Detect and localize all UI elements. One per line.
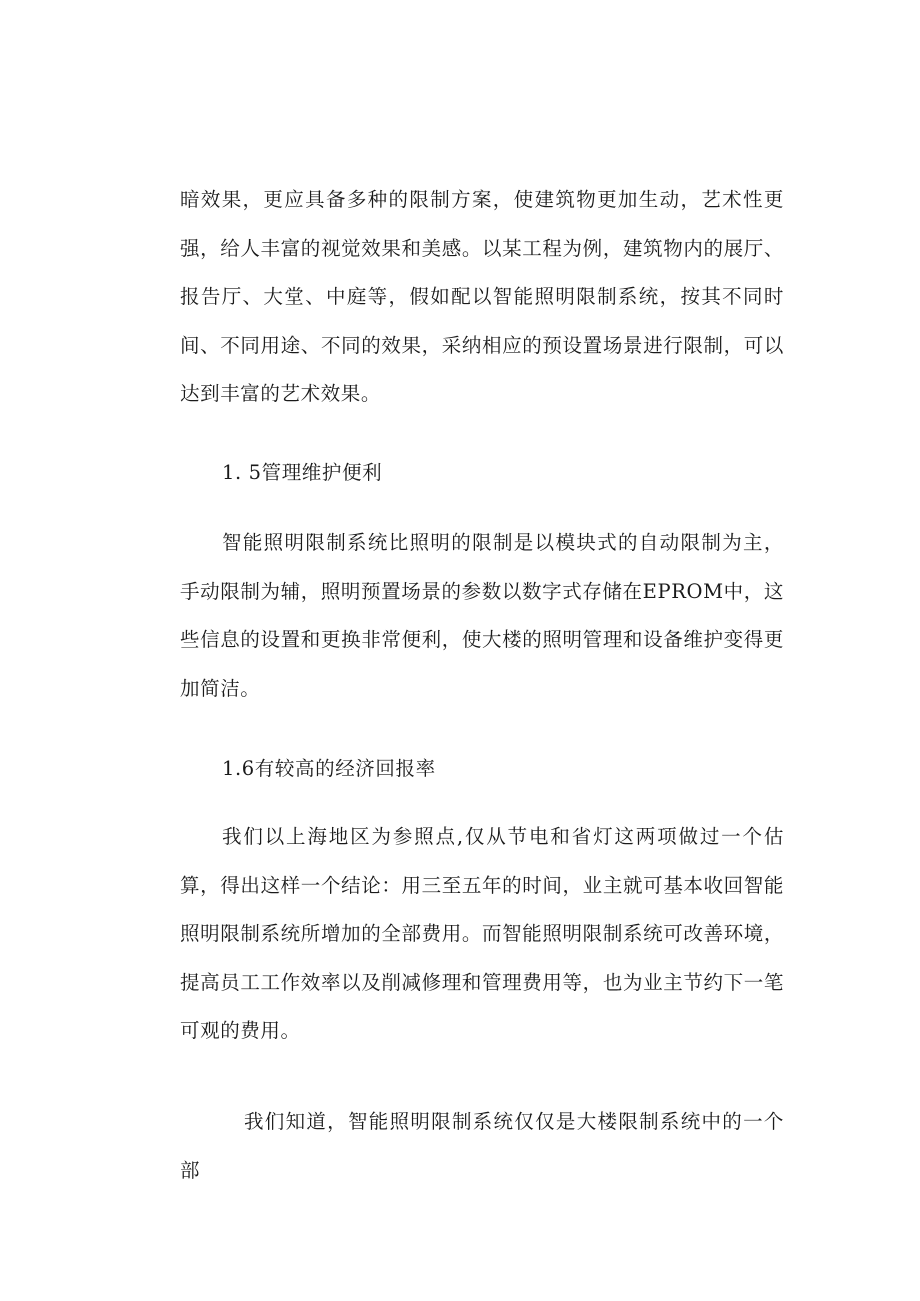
paragraph-maintenance: 智能照明限制系统比照明的限制是以模块式的自动限制为主，手动限制为辅，照明预置场景的参数以数字式存储在EPROM中，这些信息的设置和更换非常便利，使大楼的照明管理和设备维护变得更加简洁。: [180, 531, 784, 700]
paragraph-economic-return: 我们以上海地区为参照点,仅从节电和省灯这两项做过一个估算，得出这样一个结论：用三至五年的时间，业主就可基本收回智能照明限制系统所增加的全部费用。而智能照明限制系统可改善环境，提高员工工作效率以及削减修理和管理费用等，也为业主节约下一笔可观的费用。: [180, 825, 784, 1042]
section-heading-1-6: 1.6有较高的经济回报率: [222, 757, 436, 780]
section-heading-1-5: 1. 5管理维护便利: [222, 461, 383, 484]
paragraph-system-part: 我们知道，智能照明限制系统仅仅是大楼限制系统中的一个部: [180, 1110, 784, 1182]
paragraph-artistic-effect: 暗效果，更应具备多种的限制方案，使建筑物更加生动，艺术性更强，给人丰富的视觉效果和美感。以某工程为例，建筑物内的展厅、报告厅、大堂、中庭等，假如配以智能照明限制系统，按其不同时间、不同用途、不同的效果，采纳相应的预设置场景进行限制，可以达到丰富的艺术效果。: [180, 188, 784, 405]
